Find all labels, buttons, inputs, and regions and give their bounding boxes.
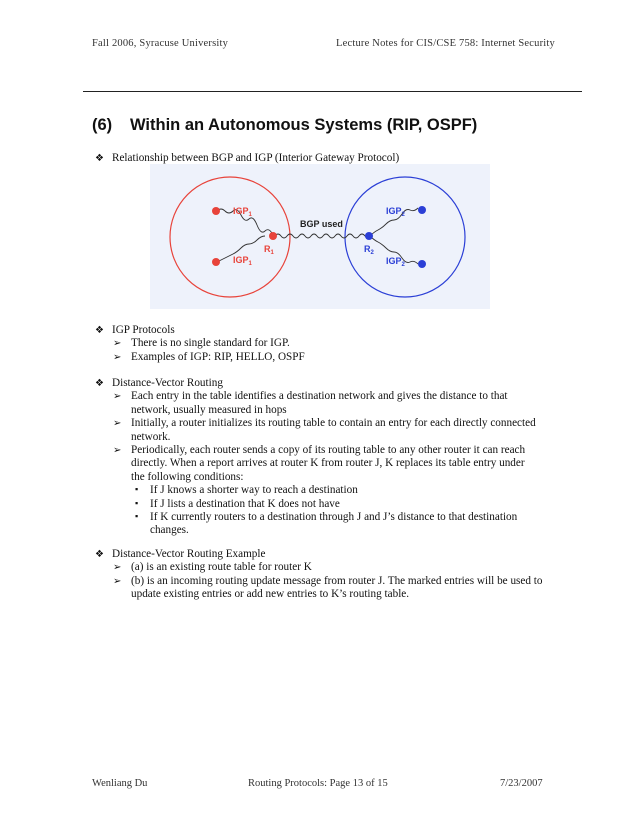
footer-page: Routing Protocols: Page 13 of 15 — [248, 778, 388, 789]
list-item — [95, 337, 565, 350]
r1-node — [269, 232, 277, 240]
list-item — [95, 417, 565, 444]
bgp-igp-diagram — [150, 164, 490, 309]
dv-condition-line: If K currently routers to a destination through J and J’s distance to that destination — [150, 511, 518, 524]
as2-circle — [345, 177, 465, 297]
arrow-bullet-icon: ➢ — [113, 351, 122, 363]
dv-item-line: Periodically, each router sends a copy of its routing table to any other router it can reach — [131, 444, 526, 457]
list-item — [95, 548, 565, 561]
section-title-text: Within an Autonomous Systems (RIP, OSPF) — [130, 116, 478, 134]
r2-label: $R_2$ — [364, 244, 374, 256]
arrow-bullet-icon: ➢ — [113, 562, 122, 574]
list-item — [95, 561, 565, 574]
arrow-bullet-icon: ➢ — [113, 418, 122, 430]
list-item — [95, 390, 565, 417]
dv-item-line: network, usually measured in hops — [131, 403, 287, 416]
section-title — [92, 116, 477, 135]
dv-item-line: the following conditions: — [131, 470, 244, 483]
header-rule — [83, 91, 582, 92]
list-item — [95, 351, 565, 364]
igp1-top-node — [212, 207, 220, 215]
igp1-bottom-label: $IGP_1$ — [233, 255, 252, 267]
header-right: Lecture Notes for CIS/CSE 758: Internet Security — [336, 38, 555, 49]
igp1-top-label: $IGP_1$ — [233, 206, 252, 218]
list-item — [95, 324, 565, 337]
list-item — [95, 511, 565, 538]
r1-label: $R_1$ — [264, 244, 274, 256]
list-item — [95, 575, 565, 602]
r2-node — [365, 232, 373, 240]
igp-title: IGP Protocols — [112, 324, 175, 336]
bgp-igp-figure — [150, 164, 490, 309]
diamond-bullet-icon: ❖ — [95, 325, 104, 336]
square-bullet-icon: ▪ — [135, 497, 139, 508]
dv-condition-line: If J lists a destination that K does not have — [150, 497, 340, 510]
square-bullet-icon: ▪ — [135, 484, 139, 495]
diamond-bullet-icon: ❖ — [95, 549, 104, 560]
header-left: Fall 2006, Syracuse University — [92, 38, 229, 49]
intro-text: Relationship between BGP and IGP (Interior Gateway Protocol) — [112, 152, 400, 164]
list-item — [95, 498, 565, 511]
igp2-top-node — [418, 206, 426, 214]
dv-item-line: Initially, a router initializes its routing table to contain an entry for each directly connected — [131, 417, 536, 430]
dv-item-line: network. — [131, 430, 171, 443]
diamond-bullet-icon: ❖ — [95, 378, 104, 389]
arrow-bullet-icon: ➢ — [113, 445, 122, 457]
arrow-bullet-icon: ➢ — [113, 575, 122, 587]
list-item — [95, 377, 565, 390]
arrow-bullet-icon: ➢ — [113, 338, 122, 350]
dve-item-line: (a) is an existing route table for router K — [131, 561, 312, 574]
dv-condition-line: If J knows a shorter way to reach a destination — [150, 484, 358, 497]
bgp-used-label: BGP used — [300, 219, 343, 229]
igp-item-text: There is no single standard for IGP. — [131, 337, 290, 350]
diamond-bullet-icon: ❖ — [95, 153, 104, 164]
list-item — [95, 484, 565, 497]
igp2-top-label: $IGP_2$ — [386, 206, 405, 218]
dve-title: Distance-Vector Routing Example — [112, 548, 266, 560]
igp2-bottom-node — [418, 260, 426, 268]
square-bullet-icon: ▪ — [135, 511, 139, 522]
igp-protocols-block — [95, 324, 565, 364]
igp1-bottom-node — [212, 258, 220, 266]
arrow-bullet-icon: ➢ — [113, 391, 122, 403]
section-number: (6) — [92, 116, 113, 134]
dv-title: Distance-Vector Routing — [112, 377, 223, 389]
dv-example-block — [95, 548, 565, 602]
igp-item-text: Examples of IGP: RIP, HELLO, OSPF — [131, 350, 305, 363]
footer-date: 7/23/2007 — [500, 778, 543, 789]
footer-author: Wenliang Du — [92, 778, 148, 789]
dve-item-line: (b) is an incoming routing update message from router J. The marked entries will be used to — [131, 574, 543, 587]
list-item — [95, 444, 565, 484]
dve-item-line: update existing entries or add new entries to K’s routing table. — [131, 588, 410, 601]
dv-item-line: directly. When a report arrives at router K from router J, K replaces its table entry under — [131, 457, 525, 470]
dv-item-line: Each entry in the table identifies a destination network and gives the distance to that — [131, 390, 508, 403]
igp2-bottom-label: $IGP_2$ — [386, 256, 405, 268]
dv-condition-line: changes. — [150, 524, 189, 537]
distance-vector-block — [95, 377, 565, 538]
